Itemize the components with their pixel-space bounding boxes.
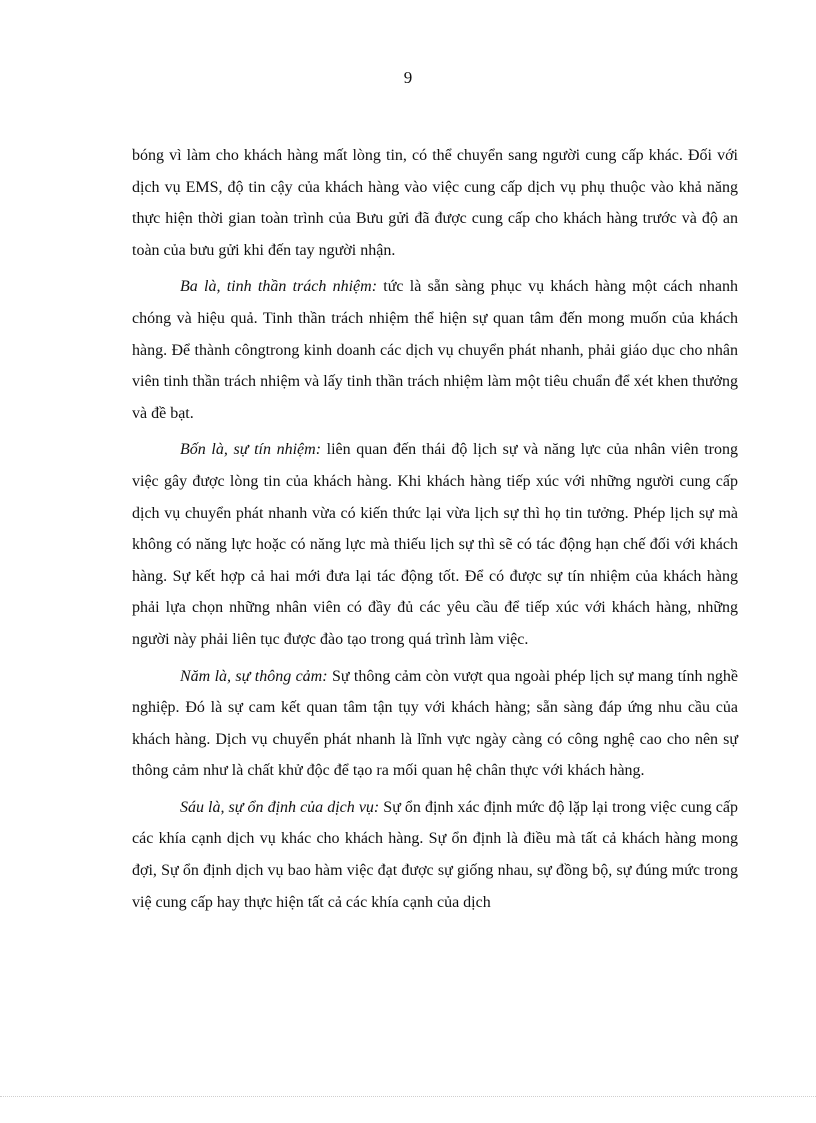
- paragraph-empathy: [132, 661, 738, 787]
- paragraph-lead: Ba là, tinh thần trách nhiệm:: [180, 278, 378, 296]
- paragraph-lead: Sáu là, sự ổn định của dịch vụ:: [180, 798, 380, 816]
- paragraph-trust: [132, 434, 738, 655]
- paragraph-text: Sự thông cảm còn vượt qua ngoài phép lịch sự mang tính nghề nghiệp. Đó là sự cam kết quan tâm tận tụy với khách hàng; sẵn sàng đáp ứng nhu cầu của khách hàng. Dịch vụ chuyển phát nhanh là lĩnh vực ngày càng có công nghệ cao cho nên sự thông cảm như là chất khử độc để tạo ra mối quan hệ chân thực với khách hàng.: [132, 667, 738, 780]
- page-bottom-divider: [0, 1096, 816, 1097]
- paragraph-text: Sự ổn định xác định mức độ lặp lại trong việc cung cấp các khía cạnh dịch vụ khác cho khách hàng. Sự ổn định là điều mà tất cả khách hàng mong đợi, Sự ổn định dịch vụ bao hàm việc đạt được sự giống nhau, sự đồng bộ, sự đúng mức trong việ cung cấp hay thực hiện tất cả các khía cạnh của dịch: [132, 798, 738, 911]
- paragraph-stability: [132, 792, 738, 918]
- paragraph-lead: Bốn là, sự tín nhiệm:: [180, 441, 322, 459]
- page-number: 9: [403, 68, 413, 87]
- paragraph-text: bóng vì làm cho khách hàng mất lòng tin, có thể chuyển sang người cung cấp khác. Đối với dịch vụ EMS, độ tin cậy của khách hàng vào việc cung cấp dịch vụ phụ thuộc vào khả năng thực hiện thời gian toàn trình của Bưu gửi đã được cung cấp cho khách hàng trước và độ an toàn của bưu gửi khi đến tay người nhận.: [132, 147, 738, 259]
- paragraph-responsibility: [132, 271, 738, 429]
- paragraph-text: liên quan đến thái độ lịch sự và năng lực của nhân viên trong việc gây được lòng tin của khách hàng. Khi khách hàng tiếp xúc với những người cung cấp dịch vụ chuyển phát nhanh vừa có kiến thức lại vừa lịch sự thì họ tin tưởng. Phép lịch sự mà không có năng lực hoặc có năng lực mà thiếu lịch sự thì sẽ có tác động hạn chế đối với khách hàng. Sự kết hợp cả hai mới đưa lại tác động tốt. Để có được sự tín nhiệm của khách hàng phải lựa chọn những nhân viên có đầy đủ các yêu cầu để tiếp xúc với khách hàng, những người này phải liên tục được đào tạo trong quá trình làm việc.: [132, 441, 739, 648]
- paragraph-lead: Năm là, sự thông cảm:: [180, 667, 328, 685]
- body-text: [132, 140, 738, 923]
- paragraph-text: tức là sẵn sàng phục vụ khách hàng một cách nhanh chóng và hiệu quả. Tinh thần trách nhiệm thể hiện sự quan tâm đến mong muốn của khách hàng. Để thành côngtrong kinh doanh các dịch vụ chuyển phát nhanh, phải giáo dục cho nhân viên tinh thần trách nhiệm và lấy tinh thần trách nhiệm làm một tiêu chuẩn để xét khen thưởng và đề bạt.: [132, 278, 738, 422]
- paragraph-continuation: [132, 140, 738, 266]
